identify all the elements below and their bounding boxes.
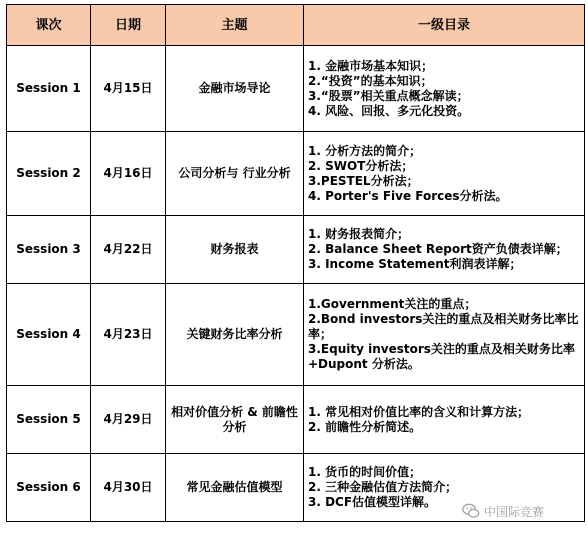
toc-item: 3.“股票”相关重点概念解读； — [308, 88, 469, 103]
toc-item: 1. 货币的时间价值； — [308, 465, 422, 479]
header-toc: 一级目录 — [304, 5, 585, 46]
toc-item: 3. DCF估值模型详解。 — [308, 495, 437, 509]
toc-item: 2.Bond investors关注的重点及相关财务比率比率； — [308, 312, 579, 341]
topic-line: 前瞻性分析 — [222, 404, 298, 434]
table-row — [7, 386, 585, 454]
table-row — [7, 46, 585, 132]
topic-line: 行业分析 — [242, 166, 291, 180]
header-topic: 主题 — [166, 5, 304, 46]
toc-item: 3.Equity investors关注的重点及相关财务比率+Dupont 分析法。 — [308, 342, 575, 371]
topic-cell — [166, 216, 304, 284]
toc-item: 2. Balance Sheet Report资产负债表详解； — [308, 242, 568, 256]
date-cell: 4月16日 — [91, 132, 166, 216]
table-header-row — [7, 5, 585, 46]
toc-item: 3.PESTEL分析法； — [308, 173, 419, 188]
date-cell: 4月22日 — [91, 216, 166, 284]
toc-cell — [304, 284, 585, 386]
topic-line: 相对价值分析 & — [171, 404, 258, 419]
toc-item: 1. 分析方法的简介； — [308, 143, 422, 158]
toc-item: 2. 前瞻性分析简述。 — [308, 419, 422, 434]
topic-line: 常见金融估值模型 — [186, 480, 283, 494]
table-row — [7, 284, 585, 386]
wechat-icon — [462, 502, 480, 520]
session-cell: Session 2 — [7, 132, 91, 216]
toc-item: 3. Income Statement利润表详解； — [308, 257, 522, 271]
toc-cell — [304, 132, 585, 216]
header-date: 日期 — [91, 5, 166, 46]
session-cell: Session 6 — [7, 454, 91, 522]
date-cell: 4月29日 — [91, 386, 166, 454]
toc-item: 2. 三种金融估值方法简介； — [308, 480, 458, 494]
table-row — [7, 132, 585, 216]
session-cell: Session 1 — [7, 46, 91, 132]
toc-item: 4. Porter's Five Forces分析法。 — [308, 188, 508, 203]
session-cell: Session 5 — [7, 386, 91, 454]
topic-line: 公司分析与 — [178, 166, 239, 180]
topic-cell — [166, 454, 304, 522]
watermark — [462, 500, 544, 522]
toc-item: 4. 风险、回报、多元化投资。 — [308, 103, 470, 118]
toc-item: 1. 金融市场基本知识； — [308, 58, 434, 73]
session-cell: Session 4 — [7, 284, 91, 386]
toc-item: 2. SWOT分析法； — [308, 158, 414, 173]
toc-cell — [304, 46, 585, 132]
toc-cell — [304, 386, 585, 454]
toc-item: 2.“投资”的基本知识； — [308, 73, 433, 88]
topic-line: 财务报表 — [210, 242, 259, 256]
topic-cell — [166, 386, 304, 454]
date-cell: 4月23日 — [91, 284, 166, 386]
session-cell: Session 3 — [7, 216, 91, 284]
toc-item: 1.Government关注的重点； — [308, 297, 477, 311]
course-schedule-table — [6, 4, 585, 522]
toc-cell — [304, 216, 585, 284]
topic-cell — [166, 284, 304, 386]
table-row — [7, 216, 585, 284]
toc-item: 1. 财务报表简介； — [308, 227, 410, 241]
topic-cell — [166, 132, 304, 216]
watermark-text: 中国际竞赛 — [484, 504, 545, 519]
date-cell: 4月15日 — [91, 46, 166, 132]
topic-line: 关键财务比率分析 — [186, 327, 283, 341]
toc-item: 1. 常见相对价值比率的含义和计算方法； — [308, 404, 530, 419]
topic-line: 金融市场导论 — [198, 81, 271, 95]
header-session: 课次 — [7, 5, 91, 46]
date-cell: 4月30日 — [91, 454, 166, 522]
topic-cell — [166, 46, 304, 132]
